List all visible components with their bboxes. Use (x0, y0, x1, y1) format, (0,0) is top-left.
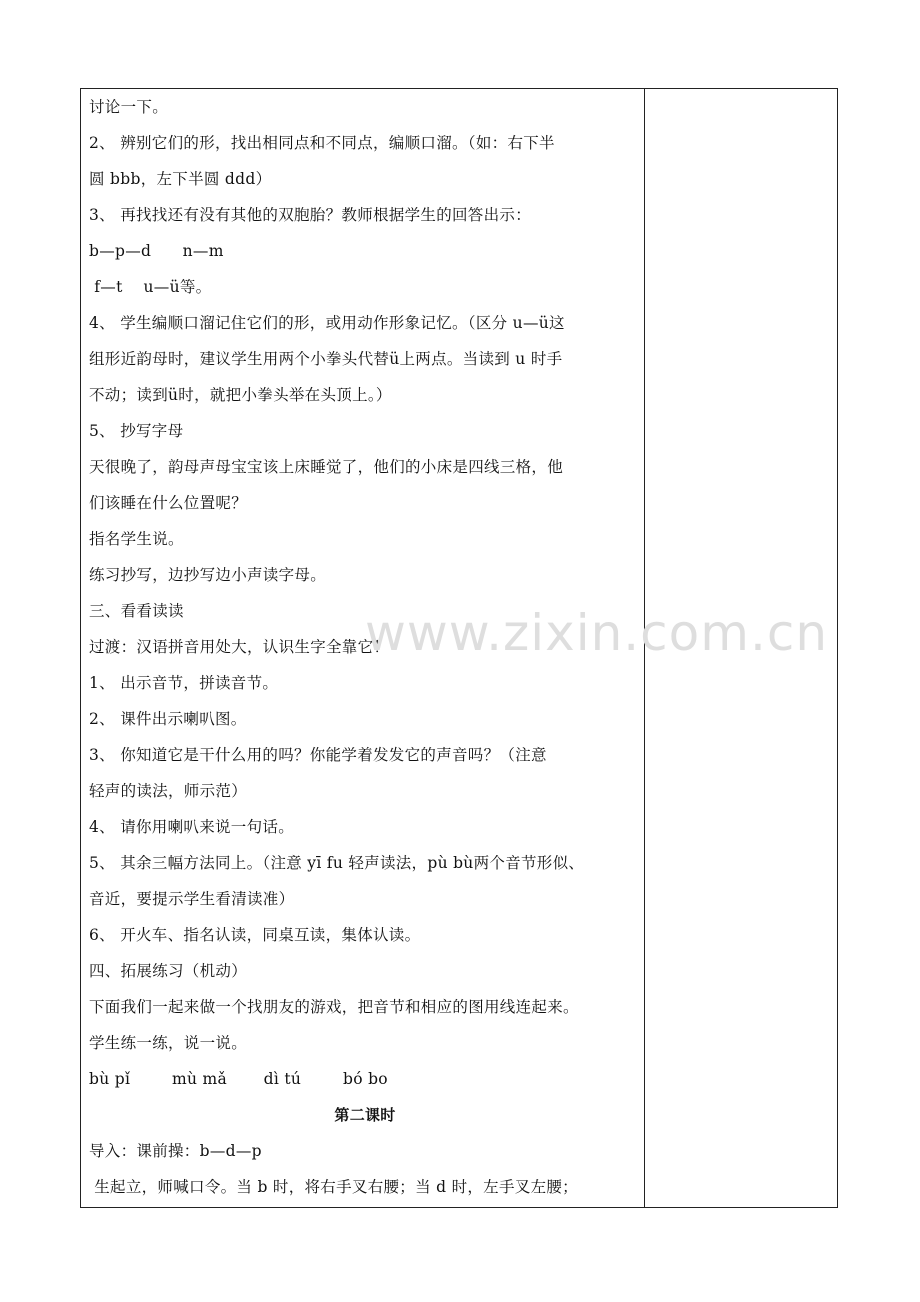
text-line: 3、 再找找还有没有其他的双胞胎？教师根据学生的回答出示： (89, 206, 531, 224)
text-line: 生起立，师喊口令。当 b 时，将右手叉右腰；当 d 时，左手叉左腰； (89, 1178, 578, 1196)
text-line: 三、看看读读 (89, 602, 184, 620)
text-line: b—p—d n—m (89, 242, 224, 260)
text-line: 学生练一练，说一说。 (89, 1034, 248, 1052)
text-line: 音近，要提示学生看清读准） (89, 890, 295, 908)
text-line: 2、 课件出示喇叭图。 (89, 710, 247, 728)
text-line: 四、拓展练习（机动） (89, 962, 248, 980)
notes-cell (645, 89, 837, 1207)
text-line: 1、 出示音节，拼读音节。 (89, 674, 279, 692)
text-line: 天很晚了，韵母声母宝宝该上床睡觉了，他们的小床是四线三格，他 (89, 458, 564, 476)
text-line: 4、 学生编顺口溜记住它们的形，或用动作形象记忆。（区分 u—ü这 (89, 314, 565, 332)
text-line: 6、 开火车、指名认读，同桌互读，集体认读。 (89, 926, 421, 944)
text-line: 过渡：汉语拼音用处大，认识生字全靠它！ (89, 638, 390, 656)
text-line: 5、 抄写字母 (89, 422, 184, 440)
text-line: 组形近韵母时，建议学生用两个小拳头代替ü上两点。当读到 u 时手 (89, 350, 563, 368)
text-line: f—t u—ü等。 (89, 278, 212, 296)
text-line: 不动；读到ü时，就把小拳头举在头顶上。） (89, 386, 392, 404)
text-line: 们该睡在什么位置呢？ (89, 494, 248, 512)
text-line: 5、 其余三幅方法同上。（注意 yī fu 轻声读法，pù bù两个音节形似、 (89, 854, 585, 872)
text-line: 圆 bbb，左下半圆 ddd） (89, 170, 272, 188)
text-line: 下面我们一起来做一个找朋友的游戏，把音节和相应的图用线连起来。 (89, 998, 579, 1016)
lesson-content-cell (89, 89, 641, 1207)
text-line: 4、 请你用喇叭来说一句话。 (89, 818, 294, 836)
section-heading: 第二课时 (334, 1106, 396, 1124)
watermark: www.zixin.com.cn (365, 604, 829, 662)
lesson-table (80, 88, 838, 1208)
text-line: 讨论一下。 (89, 98, 169, 116)
text-line: 指名学生说。 (89, 530, 184, 548)
text-line: 导入：课前操：b—d—p (89, 1142, 262, 1160)
text-line: 轻声的读法，师示范） (89, 782, 248, 800)
text-line: 3、 你知道它是干什么用的吗？你能学着发发它的声音吗？（注意 (89, 746, 547, 764)
text-line: bù pǐ mù mǎ dì tú bó bo (89, 1070, 388, 1088)
text-line: 2、 辨别它们的形，找出相同点和不同点，编顺口溜。（如：右下半 (89, 134, 555, 152)
text-line: 练习抄写，边抄写边小声读字母。 (89, 566, 327, 584)
